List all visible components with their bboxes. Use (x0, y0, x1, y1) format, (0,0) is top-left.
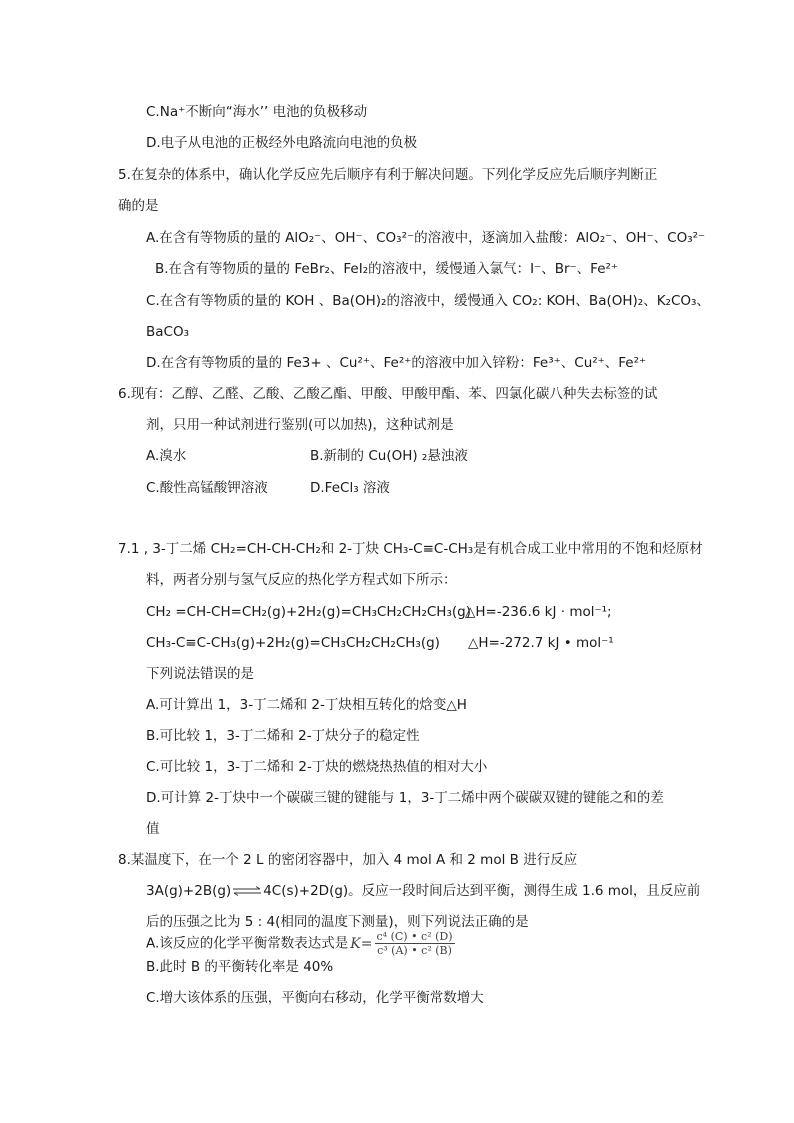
question-7-stem-cont: 料，两者分别与氢气反应的热化学方程式如下所示： (146, 572, 457, 588)
question-8-stem: 8.某温度下，在一个 2 L 的密闭容器中，加入 4 mol A 和 2 mol B 进行反应 (118, 852, 578, 868)
question-8-option-b: B.此时 B 的平衡转化率是 40% (146, 959, 334, 975)
question-5-option-a: A.在含有等物质的量的 AlO₂⁻、OH⁻、CO₃²⁻的溶液中，逐滴加入盐酸：AlO₂⁻、OH⁻、CO₃²⁻ (146, 230, 706, 246)
question-7-option-b: B.可比较 1，3-丁二烯和 2-丁炔分子的稳定性 (146, 728, 420, 744)
question-7-option-a: A.可计算出 1，3-丁二烯和 2-丁炔相互转化的焓变△H (146, 697, 467, 713)
question-8-stem-cont: 后的压强之比为 5 : 4(相同的温度下测量)，则下列说法正确的是 (146, 914, 529, 930)
question-7-option-c: C.可比较 1，3-丁二烯和 2-丁炔的燃烧热热值的相对大小 (146, 759, 488, 775)
option-5c-prev: C.Na⁺不断向“海水’’ 电池的负极移动 (146, 104, 368, 120)
formula-denominator: c³ (A) • c² (B) (377, 944, 452, 957)
question-6-option-c: C.酸性高锰酸钾溶液 (146, 480, 268, 496)
equilibrium-arrow-icon (232, 886, 262, 896)
question-8-option-a (146, 930, 455, 957)
question-5-option-c-cont: BaCO₃ (146, 324, 189, 340)
question-8-reaction (146, 882, 700, 900)
question-5-option-d: D.在含有等物质的量的 Fe3+ 、Cu²⁺、Fe²⁺的溶液中加入锌粉：Fe³⁺、Cu²⁺、Fe²⁺ (146, 355, 647, 371)
equation-1: CH₂ =CH-CH=CH₂(g)+2H₂(g)=CH₃CH₂CH₂CH₃(g) (146, 604, 471, 620)
question-6-stem: 6.现有：乙醇、乙醛、乙酸、乙酸乙酯、甲酸、甲酸甲酯、苯、四氯化碳八种失去标签的试 (118, 386, 658, 402)
question-5-option-b: B.在含有等物质的量的 FeBr₂、FeI₂的溶液中，缓慢通入氯气：I⁻、Br⁻、Fe²⁺ (155, 261, 619, 277)
question-5-option-c: C.在含有等物质的量的 KOH 、Ba(OH)₂的溶液中，缓慢通入 CO₂: KOH、Ba(OH)₂、K₂CO₃、 (146, 293, 710, 309)
question-8-option-c: C.增大该体系的压强，平衡向右移动，化学平衡常数增大 (146, 990, 484, 1006)
formula-numerator: c⁴ (C) • c² (D) (376, 930, 453, 943)
question-6-option-d: D.FeCl₃ 溶液 (310, 480, 390, 496)
question-6-stem-cont: 剂，只用一种试剂进行鉴别(可以加热)，这种试剂是 (146, 417, 454, 433)
question-7-stem: 7.1 , 3-丁二烯 CH₂=CH-CH-CH₂和 2-丁炔 CH₃-C≡C-CH₃是有机合成工业中常用的不饱和烃原材 (118, 541, 703, 557)
option-5d-prev: D.电子从电池的正极经外电路流向电池的负极 (146, 135, 418, 151)
reaction-reactants: 3A(g)+2B(g) (146, 883, 232, 899)
equation-2-enthalpy: △H=-272.7 kJ • mol⁻¹ (468, 635, 614, 651)
equation-2: CH₃-C≡C-CH₃(g)+2H₂(g)=CH₃CH₂CH₂CH₃(g) (146, 635, 440, 651)
formula-k: K= (350, 935, 373, 952)
equilibrium-constant-formula (350, 930, 454, 957)
option-a-text: A.该反应的化学平衡常数表达式是 (146, 935, 349, 952)
question-5-stem-cont: 确的是 (118, 198, 159, 214)
question-6-option-a: A.溴水 (146, 448, 187, 464)
question-6-option-b: B.新制的 Cu(OH) ₂悬浊液 (310, 448, 468, 464)
reaction-products: 4C(s)+2D(g)。反应一段时间后达到平衡，测得生成 1.6 mol，且反应前 (263, 883, 701, 899)
question-7-prompt: 下列说法错误的是 (146, 666, 254, 682)
question-5-stem: 5.在复杂的体系中，确认化学反应先后顺序有利于解决问题。下列化学反应先后顺序判断正 (118, 167, 658, 183)
question-7-option-d: D.可计算 2-丁炔中一个碳碳三键的键能与 1，3-丁二烯中两个碳碳双键的键能之和的差 (146, 790, 664, 806)
equation-1-enthalpy: △H=-236.6 kJ · mol⁻¹; (465, 604, 612, 620)
question-7-option-d-cont: 值 (146, 821, 160, 837)
